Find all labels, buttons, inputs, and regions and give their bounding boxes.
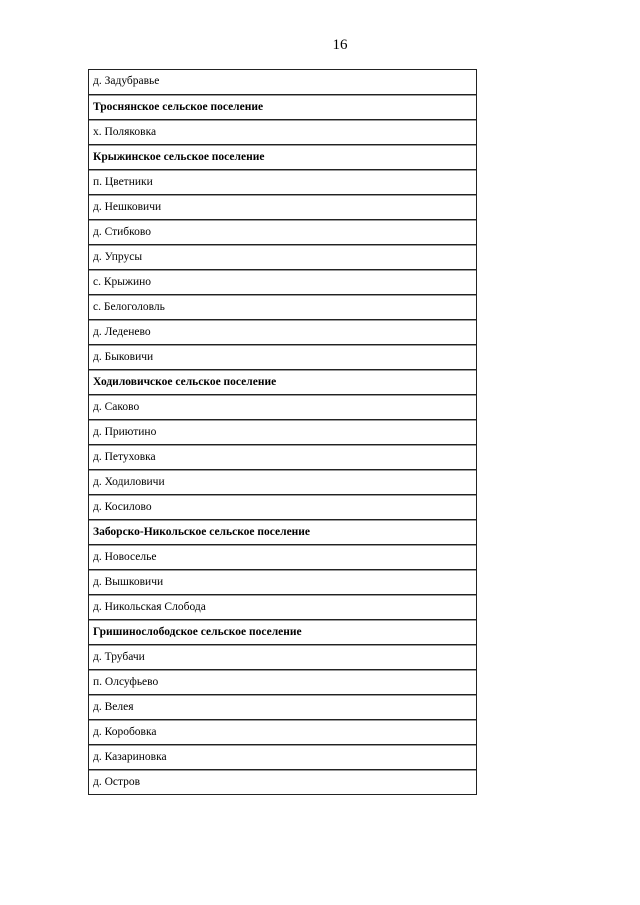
table-section-header: Заборско-Никольское сельское поселение bbox=[89, 520, 476, 545]
table-row: д. Казариновка bbox=[89, 745, 476, 770]
table-row: д. Стибково bbox=[89, 220, 476, 245]
table-row: п. Олсуфьево bbox=[89, 670, 476, 695]
table-row: д. Новоселье bbox=[89, 545, 476, 570]
table-section-header: Ходиловичское сельское поселение bbox=[89, 370, 476, 395]
table-row: х. Поляковка bbox=[89, 120, 476, 145]
table-row: д. Трубачи bbox=[89, 645, 476, 670]
table-section-header: Троснянское сельское поселение bbox=[89, 95, 476, 120]
table-row: д. Задубравье bbox=[89, 70, 476, 95]
table-row: д. Быковичи bbox=[89, 345, 476, 370]
table-row: с. Крыжино bbox=[89, 270, 476, 295]
table-row: д. Велея bbox=[89, 695, 476, 720]
table-row: с. Белоголовль bbox=[89, 295, 476, 320]
page-number: 16 bbox=[332, 37, 348, 53]
table-row: п. Цветники bbox=[89, 170, 476, 195]
settlements-table bbox=[88, 69, 477, 795]
table-row: д. Леденево bbox=[89, 320, 476, 345]
table-row: д. Косилово bbox=[89, 495, 476, 520]
table-row: д. Приютино bbox=[89, 420, 476, 445]
table-row: д. Упрусы bbox=[89, 245, 476, 270]
table-row: д. Петуховка bbox=[89, 445, 476, 470]
table-section-header: Гришинослободское сельское поселение bbox=[89, 620, 476, 645]
table-row: д. Саково bbox=[89, 395, 476, 420]
table-row: д. Нешковичи bbox=[89, 195, 476, 220]
table-row: д. Никольская Слобода bbox=[89, 595, 476, 620]
table-row: д. Ходиловичи bbox=[89, 470, 476, 495]
table-row: д. Вышковичи bbox=[89, 570, 476, 595]
table-section-header: Крыжинское сельское поселение bbox=[89, 145, 476, 170]
table-row: д. Коробовка bbox=[89, 720, 476, 745]
table-row: д. Остров bbox=[89, 770, 476, 795]
